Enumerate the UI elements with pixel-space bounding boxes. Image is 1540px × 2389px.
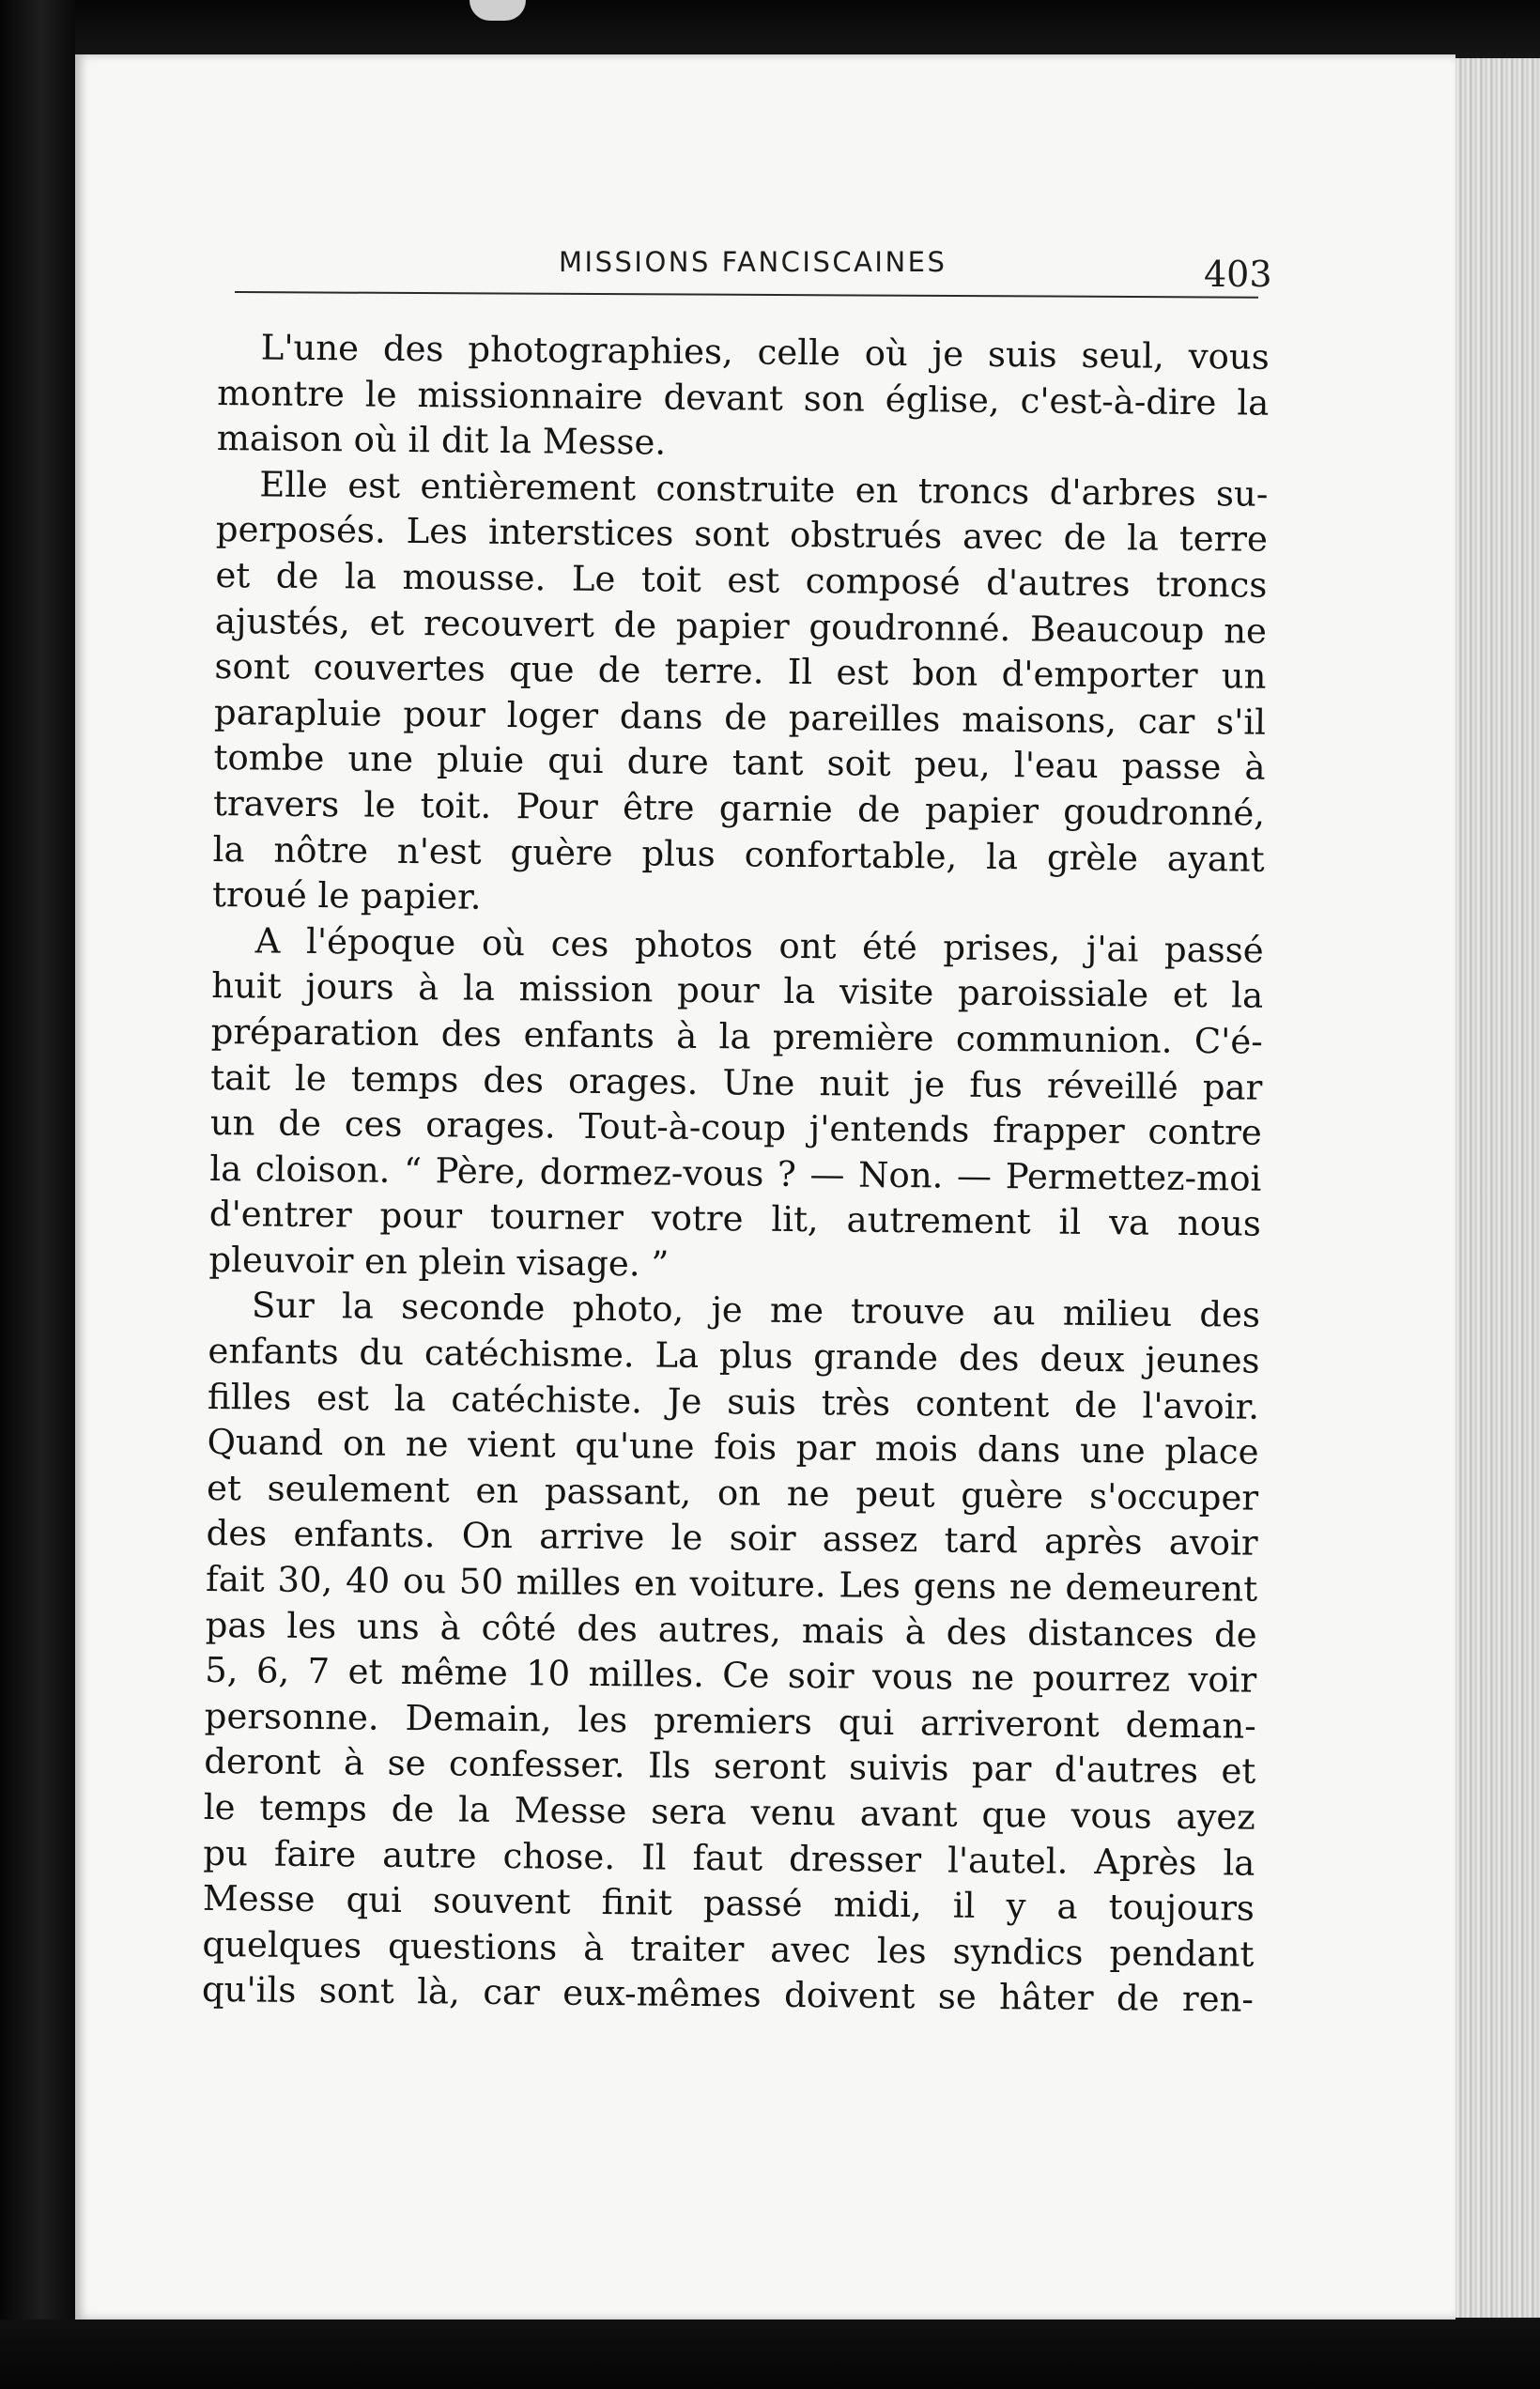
text-line: 5, 6, 7 et même 10 milles. Ce soir vous ne pourrez voir: [205, 1650, 1257, 1701]
scan-bottom-margin: [0, 2320, 1540, 2389]
text-line: tombe une pluie qui dure tant soit peu, l'eau passe à: [213, 737, 1266, 789]
text-line: un de ces orages. Tout-à-coup j'entends frapper contre: [209, 1102, 1262, 1153]
scan-top-margin: [0, 0, 1540, 58]
text-line: pu faire autre chose. Il faut dresser l'autel. Après la: [203, 1832, 1255, 1884]
text-line: préparation des enfants à la première communion. C'é-: [210, 1010, 1263, 1062]
text-line: troué le papier.: [211, 874, 482, 917]
page-edges: [1455, 58, 1540, 2318]
text-line: et de la mousse. Le toit est composé d'autres troncs: [215, 554, 1268, 606]
text-line: le temps de la Messe sera venu avant que vous ayez: [203, 1786, 1256, 1838]
text-line: parapluie pour loger dans de pareilles maisons, car s'il: [213, 691, 1267, 743]
running-head: MISSIONS FANCISCAINES: [559, 246, 947, 278]
text-line: Quand on ne vient qu'une fois par mois dans une place: [207, 1422, 1259, 1472]
text-line: pleuvoir en plein visage. ”: [208, 1239, 670, 1285]
text-line: ajustés, et recouvert de papier goudronné. Beaucoup ne: [214, 600, 1268, 652]
text-line: des enfants. On arrive le soir assez tard après avoir: [206, 1513, 1258, 1564]
text-line: huit jours à la mission pour la visite paroissiale et la: [211, 965, 1264, 1017]
text-line: tait le temps des orages. Une nuit je fus réveillé par: [210, 1056, 1263, 1108]
text-line: qu'ils sont là, car eux-mêmes doivent se hâter de ren-: [201, 1969, 1255, 2021]
text-line: la nôtre n'est guère plus confortable, la grèle ayant: [212, 828, 1265, 880]
text-line: quelques questions à traiter avec les syndics pendant: [202, 1923, 1255, 1975]
text-line: A l'époque où ces photos ont été prises, j'ai passé: [254, 920, 1264, 971]
text-line: fait 30, 40 ou 50 milles en voiture. Les gens ne demeurent: [205, 1558, 1258, 1610]
text-line: sont couvertes que de terre. Il est bon d'emporter un: [214, 646, 1267, 697]
text-line: Elle est entièrement construite en troncs d'arbres su-: [259, 464, 1269, 515]
text-line: filles est la catéchiste. Je suis très content de l'avoir.: [207, 1376, 1260, 1427]
scan-left-margin: [0, 0, 75, 2389]
text-line: pas les uns à côté des autres, mais à des distances de: [205, 1604, 1257, 1656]
text-line: deront à se confesser. Ils seront suivis par d'autres et: [204, 1741, 1256, 1793]
text-line: maison où il dit la Messe.: [216, 418, 667, 463]
text-line: la cloison. “ Père, dormez-vous ? — Non. — Permettez-moi: [209, 1148, 1262, 1199]
body-text: [202, 325, 1270, 2024]
text-line: L'une des photographies, celle où je suis seul, vous: [260, 327, 1270, 378]
text-line: perposés. Les interstices sont obstrués avec de la terre: [215, 509, 1269, 561]
text-line: et seulement en passant, on ne peut guère s'occuper: [206, 1467, 1259, 1518]
text-line: d'entrer pour tourner votre lit, autrement il va nous: [208, 1194, 1262, 1244]
page-number: 403: [1204, 254, 1272, 295]
text-line: Sur la seconde photo, je me trouve au milieu des: [251, 1285, 1261, 1336]
text-line: personne. Demain, les premiers qui arriveront deman-: [204, 1695, 1256, 1747]
text-line: montre le missionnaire devant son église, c'est-à-dire la: [217, 372, 1270, 424]
text-line: enfants du catéchisme. La plus grande des deux jeunes: [208, 1331, 1260, 1381]
text-line: travers le toit. Pour être garnie de papier goudronné,: [212, 782, 1266, 834]
text-line: Messe qui souvent finit passé midi, il y a toujours: [202, 1878, 1255, 1929]
